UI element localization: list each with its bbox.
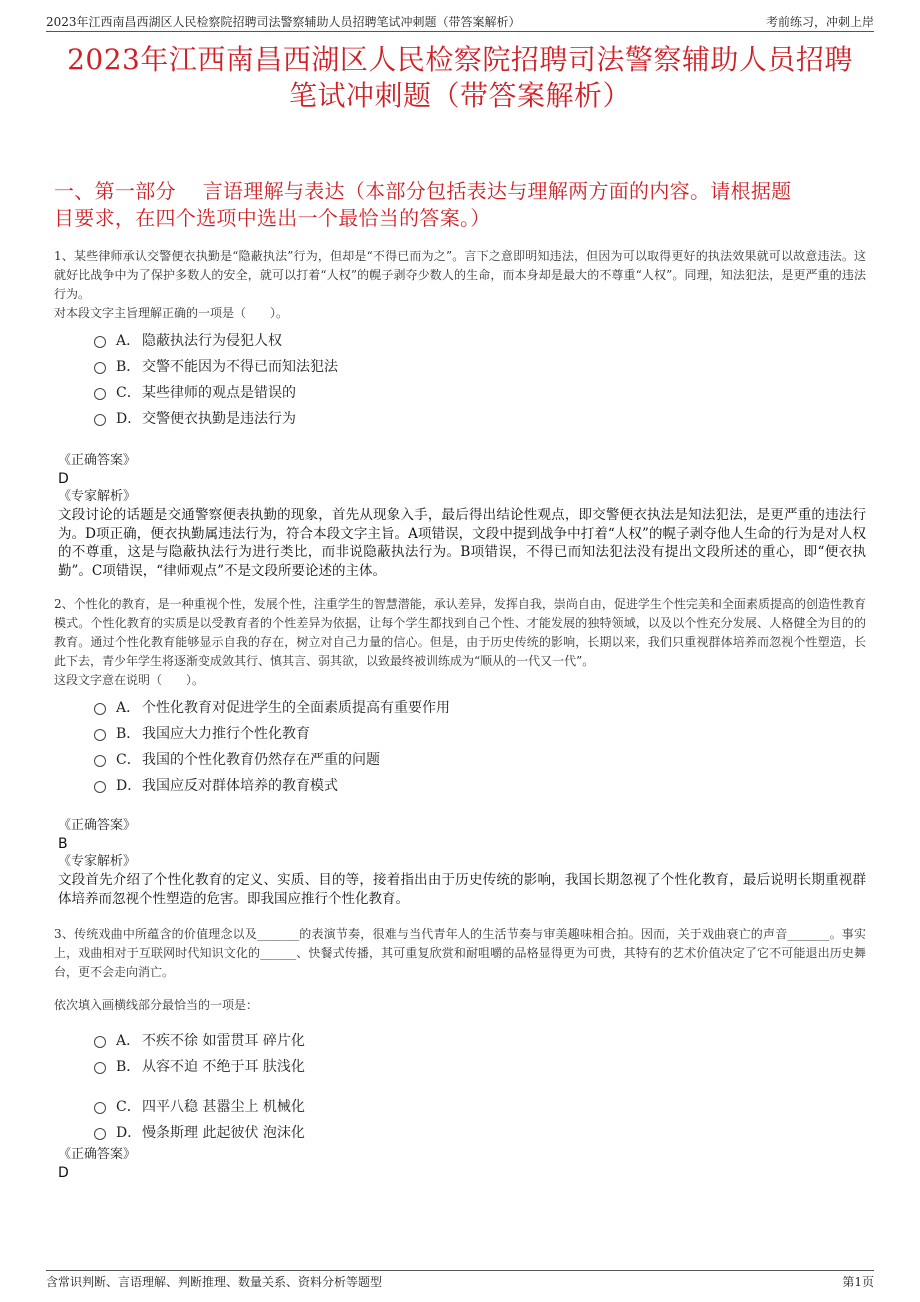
option-b[interactable] bbox=[54, 1053, 866, 1079]
radio-icon[interactable] bbox=[94, 414, 106, 426]
document-title-line2: 笔试冲刺题（带答案解析） bbox=[288, 79, 631, 112]
document-title-line1: 2023年江西南昌西湖区人民检察院招聘司法警察辅助人员招聘 bbox=[67, 43, 853, 76]
answer-value: D bbox=[58, 471, 69, 487]
analysis-label: 《专家解析》 bbox=[58, 489, 137, 504]
option-d[interactable] bbox=[54, 772, 866, 798]
question-stem: 3、传统戏曲中所蕴含的价值理念以及_______的表演节奏，很难与当代青年人的生活节奏与审美趣味相合拍。因而，关于戏曲衰亡的声音_______。事实上，戏曲相对于互联网时代知识文化的______、快餐式传播，其可重复欣赏和耐咀嚼的品格显得更为可贵，其特有的艺术价值决定了它不可能退出历史舞台，更不会走向消亡。 bbox=[54, 927, 866, 979]
question-prompt: 对本段文字主旨理解正确的一项是（ ）。 bbox=[54, 306, 289, 320]
option-text: 我国的个性化教育仍然存在严重的问题 bbox=[142, 752, 380, 768]
document-title bbox=[40, 42, 880, 114]
option-letter: C． bbox=[116, 1099, 141, 1115]
radio-icon[interactable] bbox=[94, 781, 106, 793]
question-prompt: 依次填入画横线部分最恰当的一项是： bbox=[54, 998, 259, 1012]
option-a[interactable] bbox=[54, 694, 866, 720]
analysis-text: 文段首先介绍了个性化教育的定义、实质、目的等，接着指出由于历史传统的影响，我国长期忽视了个性化教育，最后说明长期重视群体培养而忽视个性塑造的危害。即我国应推行个性化教育。 bbox=[58, 872, 866, 907]
answer-value: D bbox=[58, 1165, 69, 1181]
question-3-answer-block bbox=[54, 1146, 866, 1182]
option-letter: D． bbox=[116, 778, 142, 794]
option-letter: B． bbox=[116, 359, 141, 375]
option-list bbox=[54, 327, 866, 431]
option-text: 我国应大力推行个性化教育 bbox=[142, 726, 310, 742]
analysis-label: 《专家解析》 bbox=[58, 854, 137, 869]
option-list bbox=[54, 694, 866, 798]
option-letter: B． bbox=[116, 726, 141, 742]
radio-icon[interactable] bbox=[94, 1062, 106, 1074]
answer-label: 《正确答案》 bbox=[58, 1147, 137, 1162]
question-1 bbox=[54, 247, 866, 431]
option-a[interactable] bbox=[54, 1027, 866, 1053]
header-doc-title: 2023年江西南昌西湖区人民检察院招聘司法警察辅助人员招聘笔试冲刺题（带答案解析） bbox=[46, 15, 521, 29]
header-slogan: 考前练习，冲刺上岸 bbox=[765, 15, 874, 29]
option-letter: D． bbox=[116, 411, 142, 427]
option-text: 个性化教育对促进学生的全面素质提高有重要作用 bbox=[142, 700, 450, 716]
section-heading bbox=[54, 178, 874, 232]
question-3 bbox=[54, 925, 866, 1145]
option-a[interactable] bbox=[54, 327, 866, 353]
option-text: 隐蔽执法行为侵犯人权 bbox=[142, 333, 282, 349]
option-d[interactable] bbox=[54, 405, 866, 431]
option-b[interactable] bbox=[54, 720, 866, 746]
radio-icon[interactable] bbox=[94, 1102, 106, 1114]
option-text: 慢条斯理 此起彼伏 泡沫化 bbox=[142, 1125, 305, 1141]
radio-icon[interactable] bbox=[94, 703, 106, 715]
option-text: 交警不能因为不得已而知法犯法 bbox=[142, 359, 338, 375]
option-text: 四平八稳 甚嚣尘上 机械化 bbox=[142, 1099, 305, 1115]
option-letter: A． bbox=[116, 333, 141, 349]
option-letter: A． bbox=[116, 1033, 141, 1049]
option-list bbox=[54, 1027, 866, 1145]
page-number: 第1页 bbox=[842, 1275, 874, 1289]
option-c[interactable] bbox=[54, 746, 866, 772]
option-text: 交警便衣执勤是违法行为 bbox=[142, 411, 296, 427]
footer-description: 含常识判断、言语理解、判断推理、数量关系、资料分析等题型 bbox=[46, 1275, 383, 1289]
question-1-answer-block bbox=[54, 452, 866, 580]
section-heading-line1: 一、第一部分 言语理解与表达（本部分包括表达与理解两方面的内容。请根据题 bbox=[54, 179, 792, 203]
question-2-answer-block bbox=[54, 817, 866, 908]
radio-icon[interactable] bbox=[94, 336, 106, 348]
page-header bbox=[0, 0, 920, 36]
option-letter: C． bbox=[116, 752, 141, 768]
option-c[interactable] bbox=[54, 1093, 866, 1119]
option-text: 我国应反对群体培养的教育模式 bbox=[142, 778, 338, 794]
option-letter: C． bbox=[116, 385, 141, 401]
radio-icon[interactable] bbox=[94, 388, 106, 400]
question-stem: 1、某些律师承认交警便衣执勤是“隐蔽执法”行为，但却是“不得已而为之”。言下之意即明知违法，但因为可以取得更好的执法效果就可以故意违法。这就好比战争中为了保护多数人的安全，就可以打着“人权”的幌子剥夺少数人的生命，而本身却是最大的不尊重“人权”。同理，知法犯法，是更严重的违法行为。 bbox=[54, 249, 866, 301]
footer-divider bbox=[46, 1270, 874, 1271]
header-divider bbox=[46, 31, 874, 32]
question-prompt: 这段文字意在说明（ ）。 bbox=[54, 673, 205, 687]
option-letter: A． bbox=[116, 700, 141, 716]
option-letter: D． bbox=[116, 1125, 142, 1141]
section-heading-line2: 目要求，在四个选项中选出一个最恰当的答案。） bbox=[54, 206, 491, 230]
option-letter: B． bbox=[116, 1059, 141, 1075]
question-2 bbox=[54, 595, 866, 798]
radio-icon[interactable] bbox=[94, 1128, 106, 1140]
answer-label: 《正确答案》 bbox=[58, 453, 137, 468]
answer-value: B bbox=[58, 836, 68, 852]
option-c[interactable] bbox=[54, 379, 866, 405]
option-text: 从容不迫 不绝于耳 肤浅化 bbox=[142, 1059, 305, 1075]
answer-label: 《正确答案》 bbox=[58, 818, 137, 833]
radio-icon[interactable] bbox=[94, 755, 106, 767]
radio-icon[interactable] bbox=[94, 1036, 106, 1048]
question-stem: 2、个性化的教育，是一种重视个性，发展个性，注重学生的智慧潜能，承认差异，发挥自我，崇尚自由，促进学生个性完美和全面素质提高的创造性教育模式。个性化教育的实质是以受教育者的个性差异为依据，让每个学生都找到自己个性、才能发展的独特领域，以及以个性充分发展、人格健全为目的的教育。通过个性化教育能够显示自我的存在，树立对自己力量的信心。但是，由于历史传统的影响，长期以来，我们只重视群体培养而忽视个性塑造，长此下去，青少年学生将逐渐变成敛其行、慎其言、弱其欲，以致最终被训练成为“顺从的一代又一代”。 bbox=[54, 597, 866, 668]
option-d[interactable] bbox=[54, 1119, 866, 1145]
option-text: 某些律师的观点是错误的 bbox=[142, 385, 296, 401]
radio-icon[interactable] bbox=[94, 362, 106, 374]
option-b[interactable] bbox=[54, 353, 866, 379]
option-text: 不疾不徐 如雷贯耳 碎片化 bbox=[142, 1033, 305, 1049]
radio-icon[interactable] bbox=[94, 729, 106, 741]
analysis-text: 文段讨论的话题是交通警察便表执勤的现象，首先从现象入手，最后得出结论性观点，即交警便衣执法是知法犯法，是更严重的违法行为。D项正确，便衣执勤属违法行为，符合本段文字主旨。A项错误，文段中提到战争中打着“人权”的幌子剥夺他人生命的行为是对人权的不尊重，这是与隐蔽执法行为进行类比，而非说隐蔽执法行为。B项错误，不得已而知法犯法没有提出文段所述的重心，即“便衣执勤”。C项错误，“律师观点”不是文段所要论述的主体。 bbox=[58, 507, 866, 579]
